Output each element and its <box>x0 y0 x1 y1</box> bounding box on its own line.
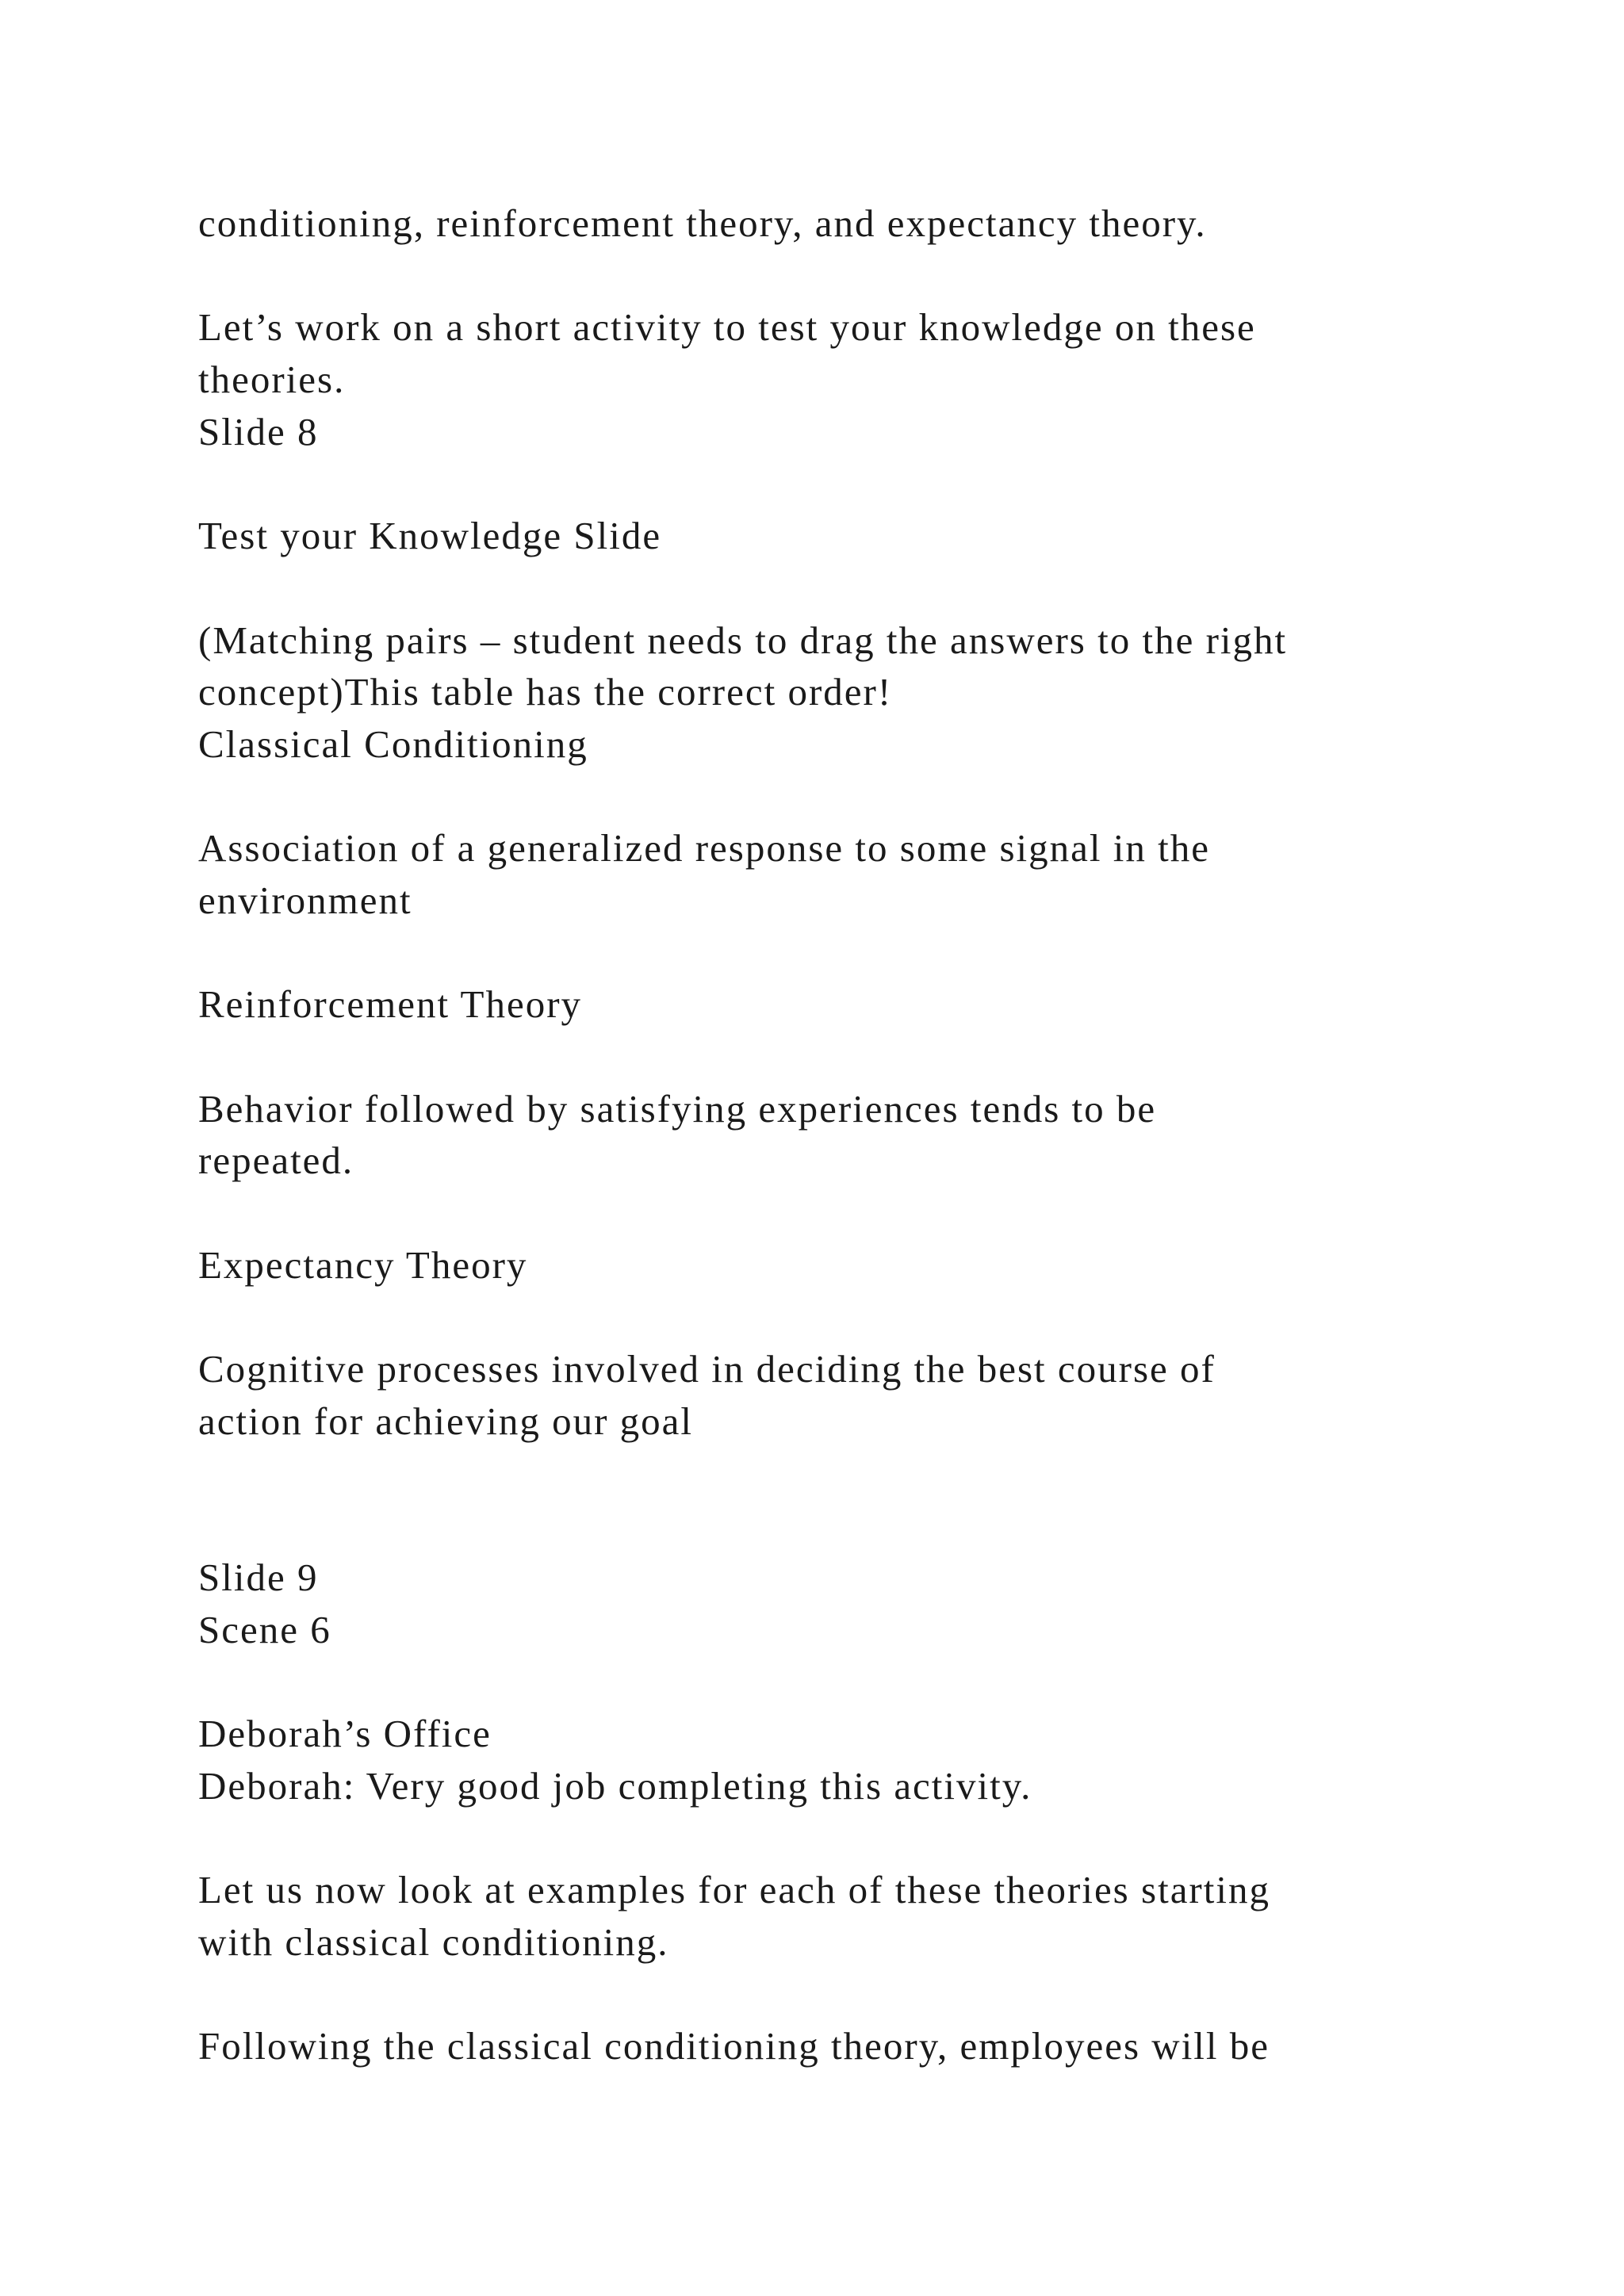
text-line: concept)This table has the correct order! <box>198 670 893 714</box>
text-line: conditioning, reinforcement theory, and expectancy theory. <box>198 201 1207 245</box>
concept-definition: Association of a generalized response to some signal in the <box>198 826 1210 870</box>
concept-term: Expectancy Theory <box>198 1243 528 1287</box>
dialogue-line: with classical conditioning. <box>198 1920 669 1964</box>
slide-heading: Slide 9 <box>198 1556 319 1599</box>
slide-title: Test your Knowledge Slide <box>198 514 662 557</box>
concept-definition: Behavior followed by satisfying experiences tends to be <box>198 1087 1157 1131</box>
setting-label: Deborah’s Office <box>198 1712 492 1755</box>
slide-heading: Slide 8 <box>198 410 319 453</box>
text-line: (Matching pairs – student needs to drag the answers to the right <box>198 618 1288 662</box>
concept-term: Reinforcement Theory <box>198 982 583 1026</box>
concept-definition: repeated. <box>198 1138 354 1182</box>
dialogue-line: Following the classical conditioning theory, employees will be <box>198 2024 1270 2068</box>
scene-heading: Scene 6 <box>198 1608 331 1651</box>
text-line: Let’s work on a short activity to test your knowledge on these <box>198 305 1256 349</box>
text-line: theories. <box>198 358 346 401</box>
concept-definition: Cognitive processes involved in deciding the best course of <box>198 1347 1216 1391</box>
concept-definition: environment <box>198 878 412 922</box>
dialogue-line: Deborah: Very good job completing this activity. <box>198 1764 1032 1808</box>
dialogue-line: Let us now look at examples for each of these theories starting <box>198 1868 1270 1911</box>
concept-term: Classical Conditioning <box>198 722 588 766</box>
concept-definition: action for achieving our goal <box>198 1399 694 1443</box>
